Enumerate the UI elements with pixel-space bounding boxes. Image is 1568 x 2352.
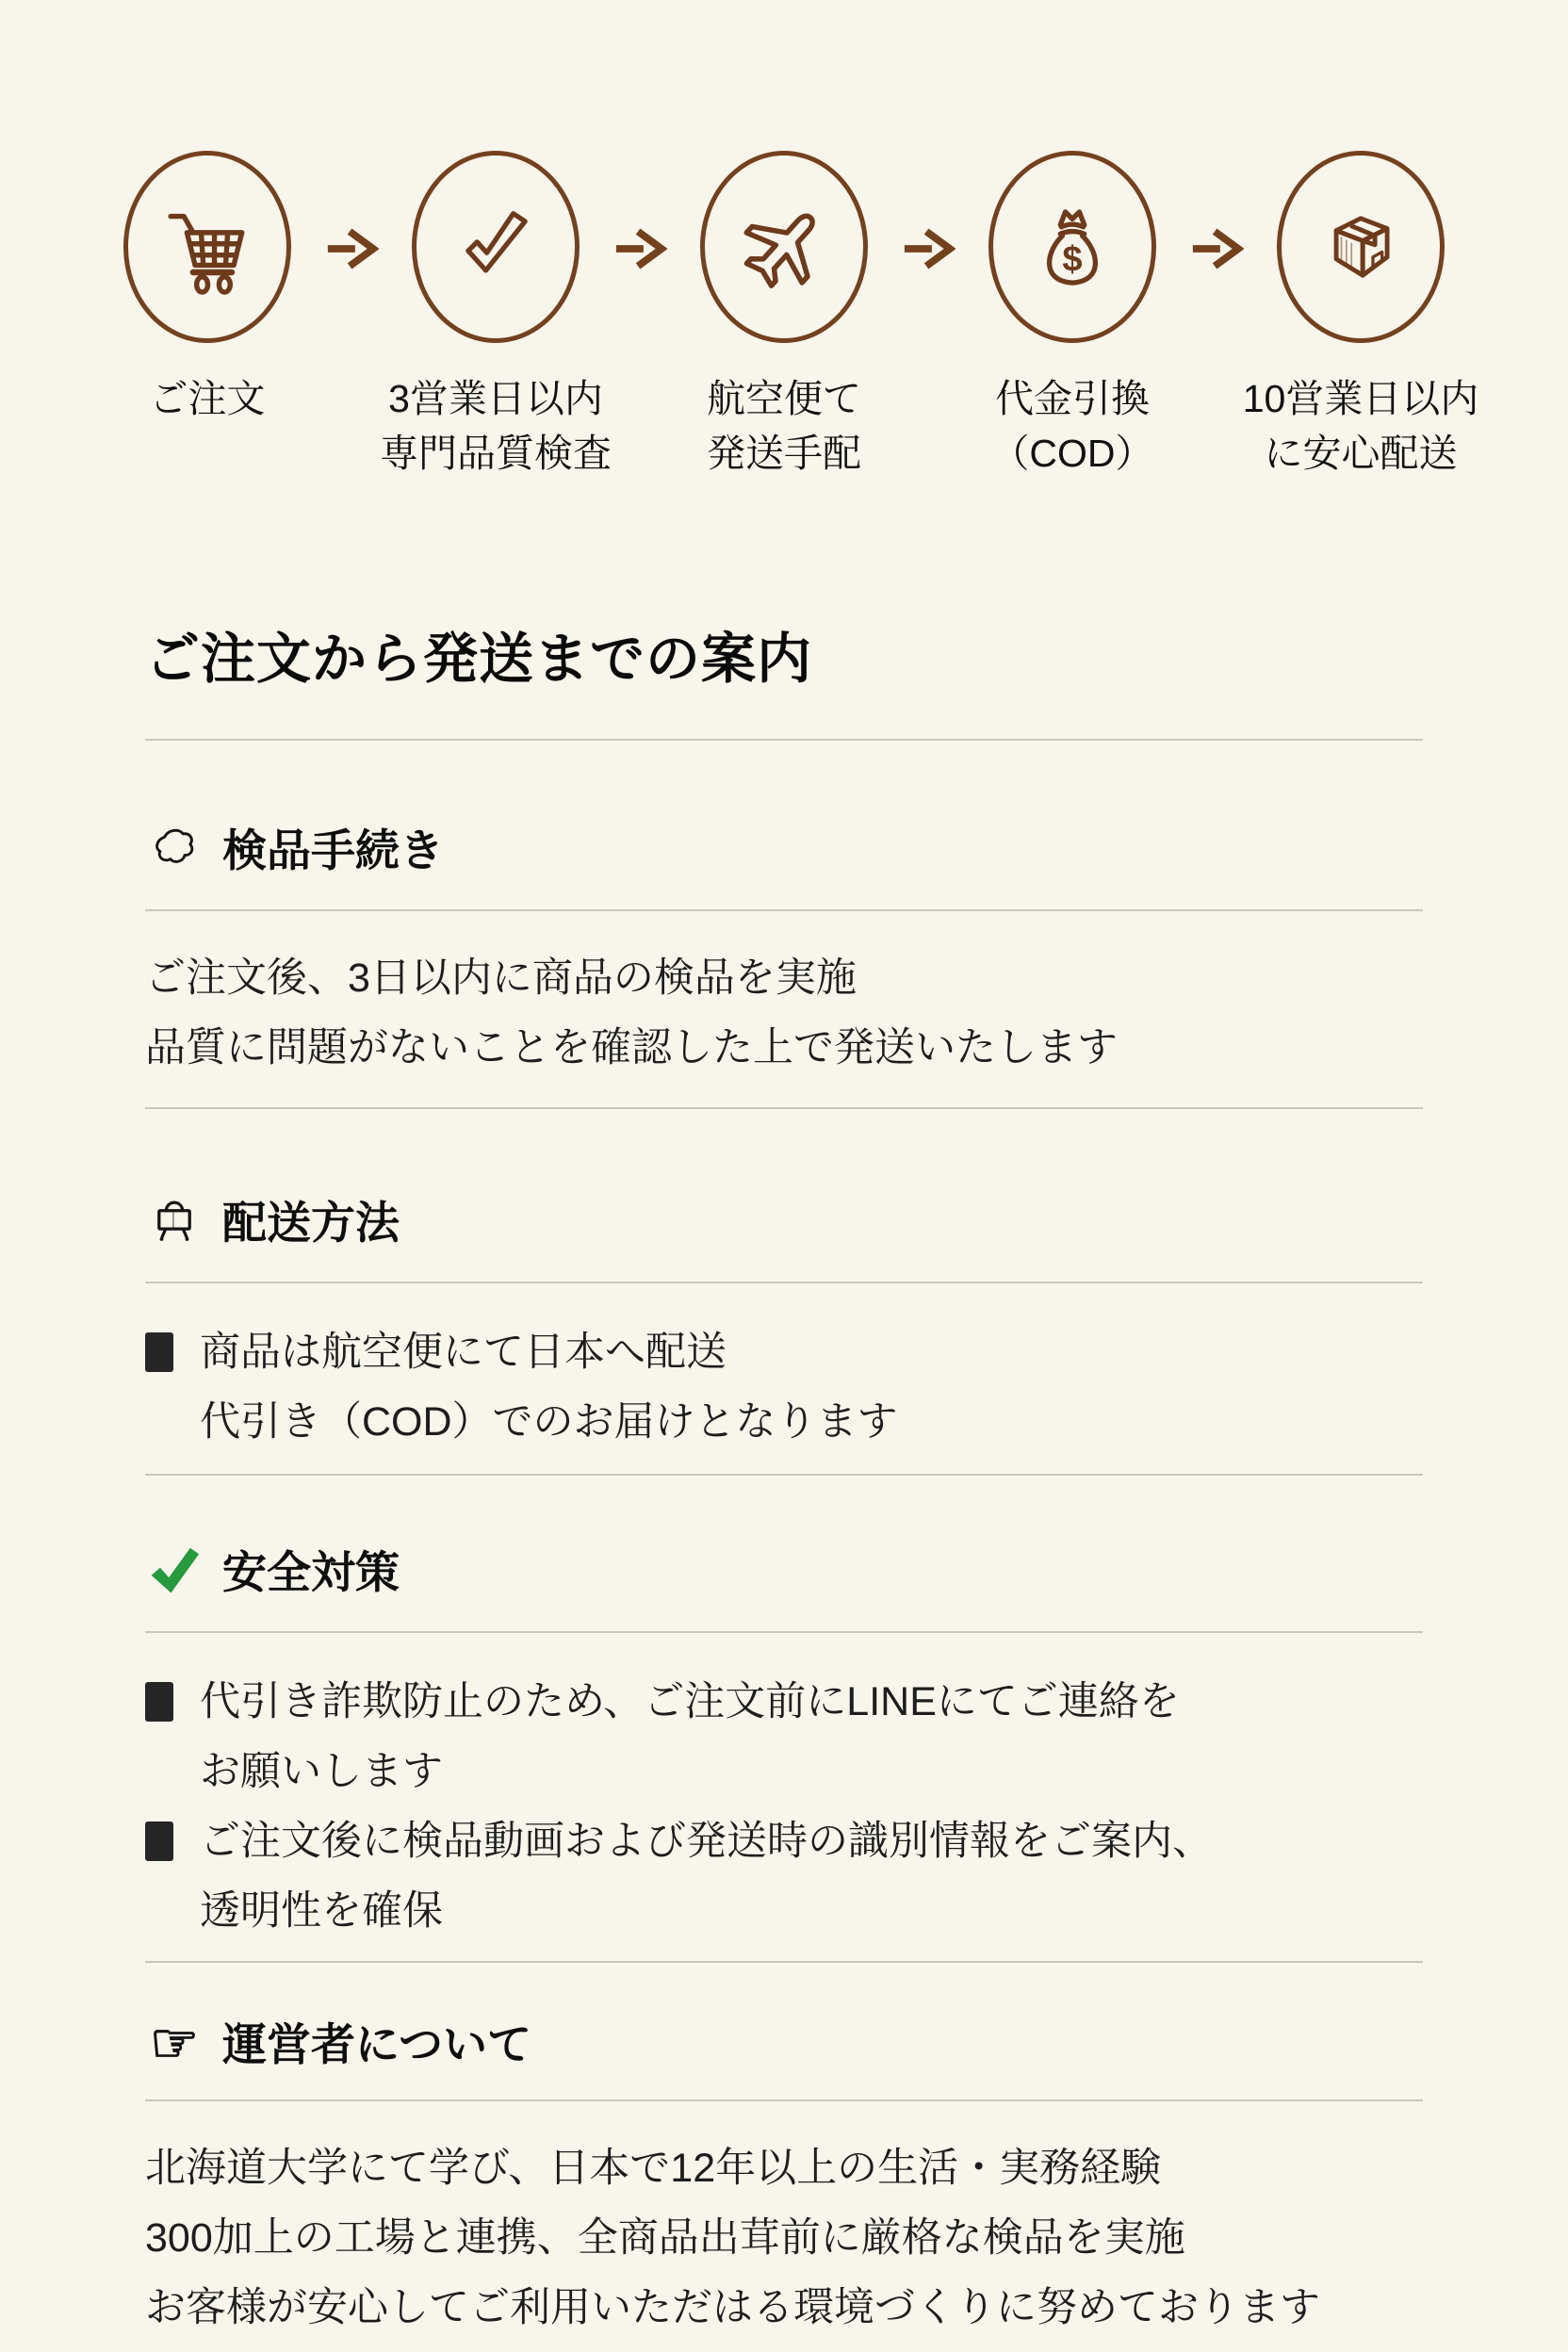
list-item xyxy=(145,1317,1423,1457)
body-line: ご注文後、3日以内に商品の検品を実施 xyxy=(145,956,857,1002)
list-item xyxy=(145,1667,1423,1806)
flow-circle xyxy=(700,151,868,343)
body-line: 代引き詐欺防止のため、ご注文前にLINEにてご連絡を xyxy=(200,1679,1180,1725)
airplane-icon xyxy=(732,195,836,299)
list-item xyxy=(145,1806,1423,1946)
bullet-square-icon xyxy=(145,1821,173,1861)
bullet-square-icon xyxy=(145,1682,173,1722)
flow-step-inspection xyxy=(379,151,612,481)
body-line: ご注文後に検品動画および発送時の識別情報をご案内、 xyxy=(200,1819,1213,1865)
divider xyxy=(145,1961,1423,1963)
body-line: お客様が安心してご利用いただはる環境づくりに努めております xyxy=(145,2285,1320,2331)
info-content xyxy=(0,614,1568,2343)
inspection-blob-icon xyxy=(145,821,204,875)
moneybag-icon xyxy=(1022,197,1122,297)
flow-step-cod xyxy=(956,151,1189,481)
divider xyxy=(145,1631,1423,1633)
section-header-operator xyxy=(145,2010,1423,2073)
flow-circle xyxy=(412,151,580,343)
flow-circle xyxy=(988,151,1156,343)
section-body-shipping xyxy=(145,1317,1423,1457)
svg-text:$: $ xyxy=(1062,238,1083,280)
flow-step-label: 航空便て 発送手配 xyxy=(707,377,861,476)
section-header-safety xyxy=(145,1538,1423,1601)
section-header-shipping xyxy=(145,1188,1423,1251)
bullet-square-icon xyxy=(145,1332,173,1372)
section-header-inspection xyxy=(145,816,1423,879)
check-icon xyxy=(447,198,545,296)
delivery-truck-icon xyxy=(145,1192,204,1249)
flow-step-label: ご注文 xyxy=(149,377,266,420)
divider xyxy=(145,1474,1423,1476)
section-body-inspection xyxy=(145,943,1423,1083)
body-line: 品質に問題がないことを確認した上で発送いたします xyxy=(145,1025,1118,1071)
page-title: ご注文から発送までの案内 xyxy=(145,629,813,691)
flow-circle xyxy=(1277,151,1445,343)
box-icon xyxy=(1310,196,1412,298)
body-line: 北海道大学にて学び、日本で12年以上の生活・実務経験 xyxy=(145,2146,1162,2192)
flow-step-label: 代金引換 （COD） xyxy=(990,377,1154,476)
section-body-safety xyxy=(145,1667,1423,1946)
divider xyxy=(145,2099,1423,2101)
body-line: 透明性を確保 xyxy=(200,1888,443,1935)
divider xyxy=(145,739,1423,741)
divider xyxy=(145,1282,1423,1283)
flow-step-airshipping xyxy=(667,151,901,481)
body-line: 代引き（COD）でのお届けとなります xyxy=(200,1399,898,1446)
section-heading: 運営者について xyxy=(222,2019,532,2070)
section-heading: 配送方法 xyxy=(222,1198,400,1249)
flow-circle xyxy=(123,151,291,343)
arrow-right-icon xyxy=(612,225,667,272)
green-check-icon xyxy=(145,1543,204,1597)
body-line: 商品は航空便にて日本へ配送 xyxy=(200,1330,727,1376)
pointing-hand-icon: ☞ xyxy=(150,2012,199,2074)
arrow-right-icon xyxy=(324,225,379,272)
flow-step-label: 3営業日以内 専門品質検査 xyxy=(380,377,612,476)
body-line: 300加上の工場と連携、全商品出茸前に厳格な検品を実施 xyxy=(145,2215,1185,2262)
order-flow xyxy=(0,0,1568,481)
divider xyxy=(145,909,1423,911)
flow-step-delivery xyxy=(1244,151,1478,481)
body-line: お願いします xyxy=(200,1749,443,1795)
section-heading: 安全対策 xyxy=(222,1547,400,1598)
flow-step-label: 10営業日以内 に安心配送 xyxy=(1242,377,1479,476)
cart-icon xyxy=(156,196,258,298)
section-body-operator xyxy=(145,2133,1423,2343)
arrow-right-icon xyxy=(901,225,956,272)
divider xyxy=(145,1107,1423,1109)
section-heading: 検品手続き xyxy=(222,825,444,876)
flow-step-order xyxy=(90,151,324,426)
arrow-right-icon xyxy=(1189,225,1244,272)
